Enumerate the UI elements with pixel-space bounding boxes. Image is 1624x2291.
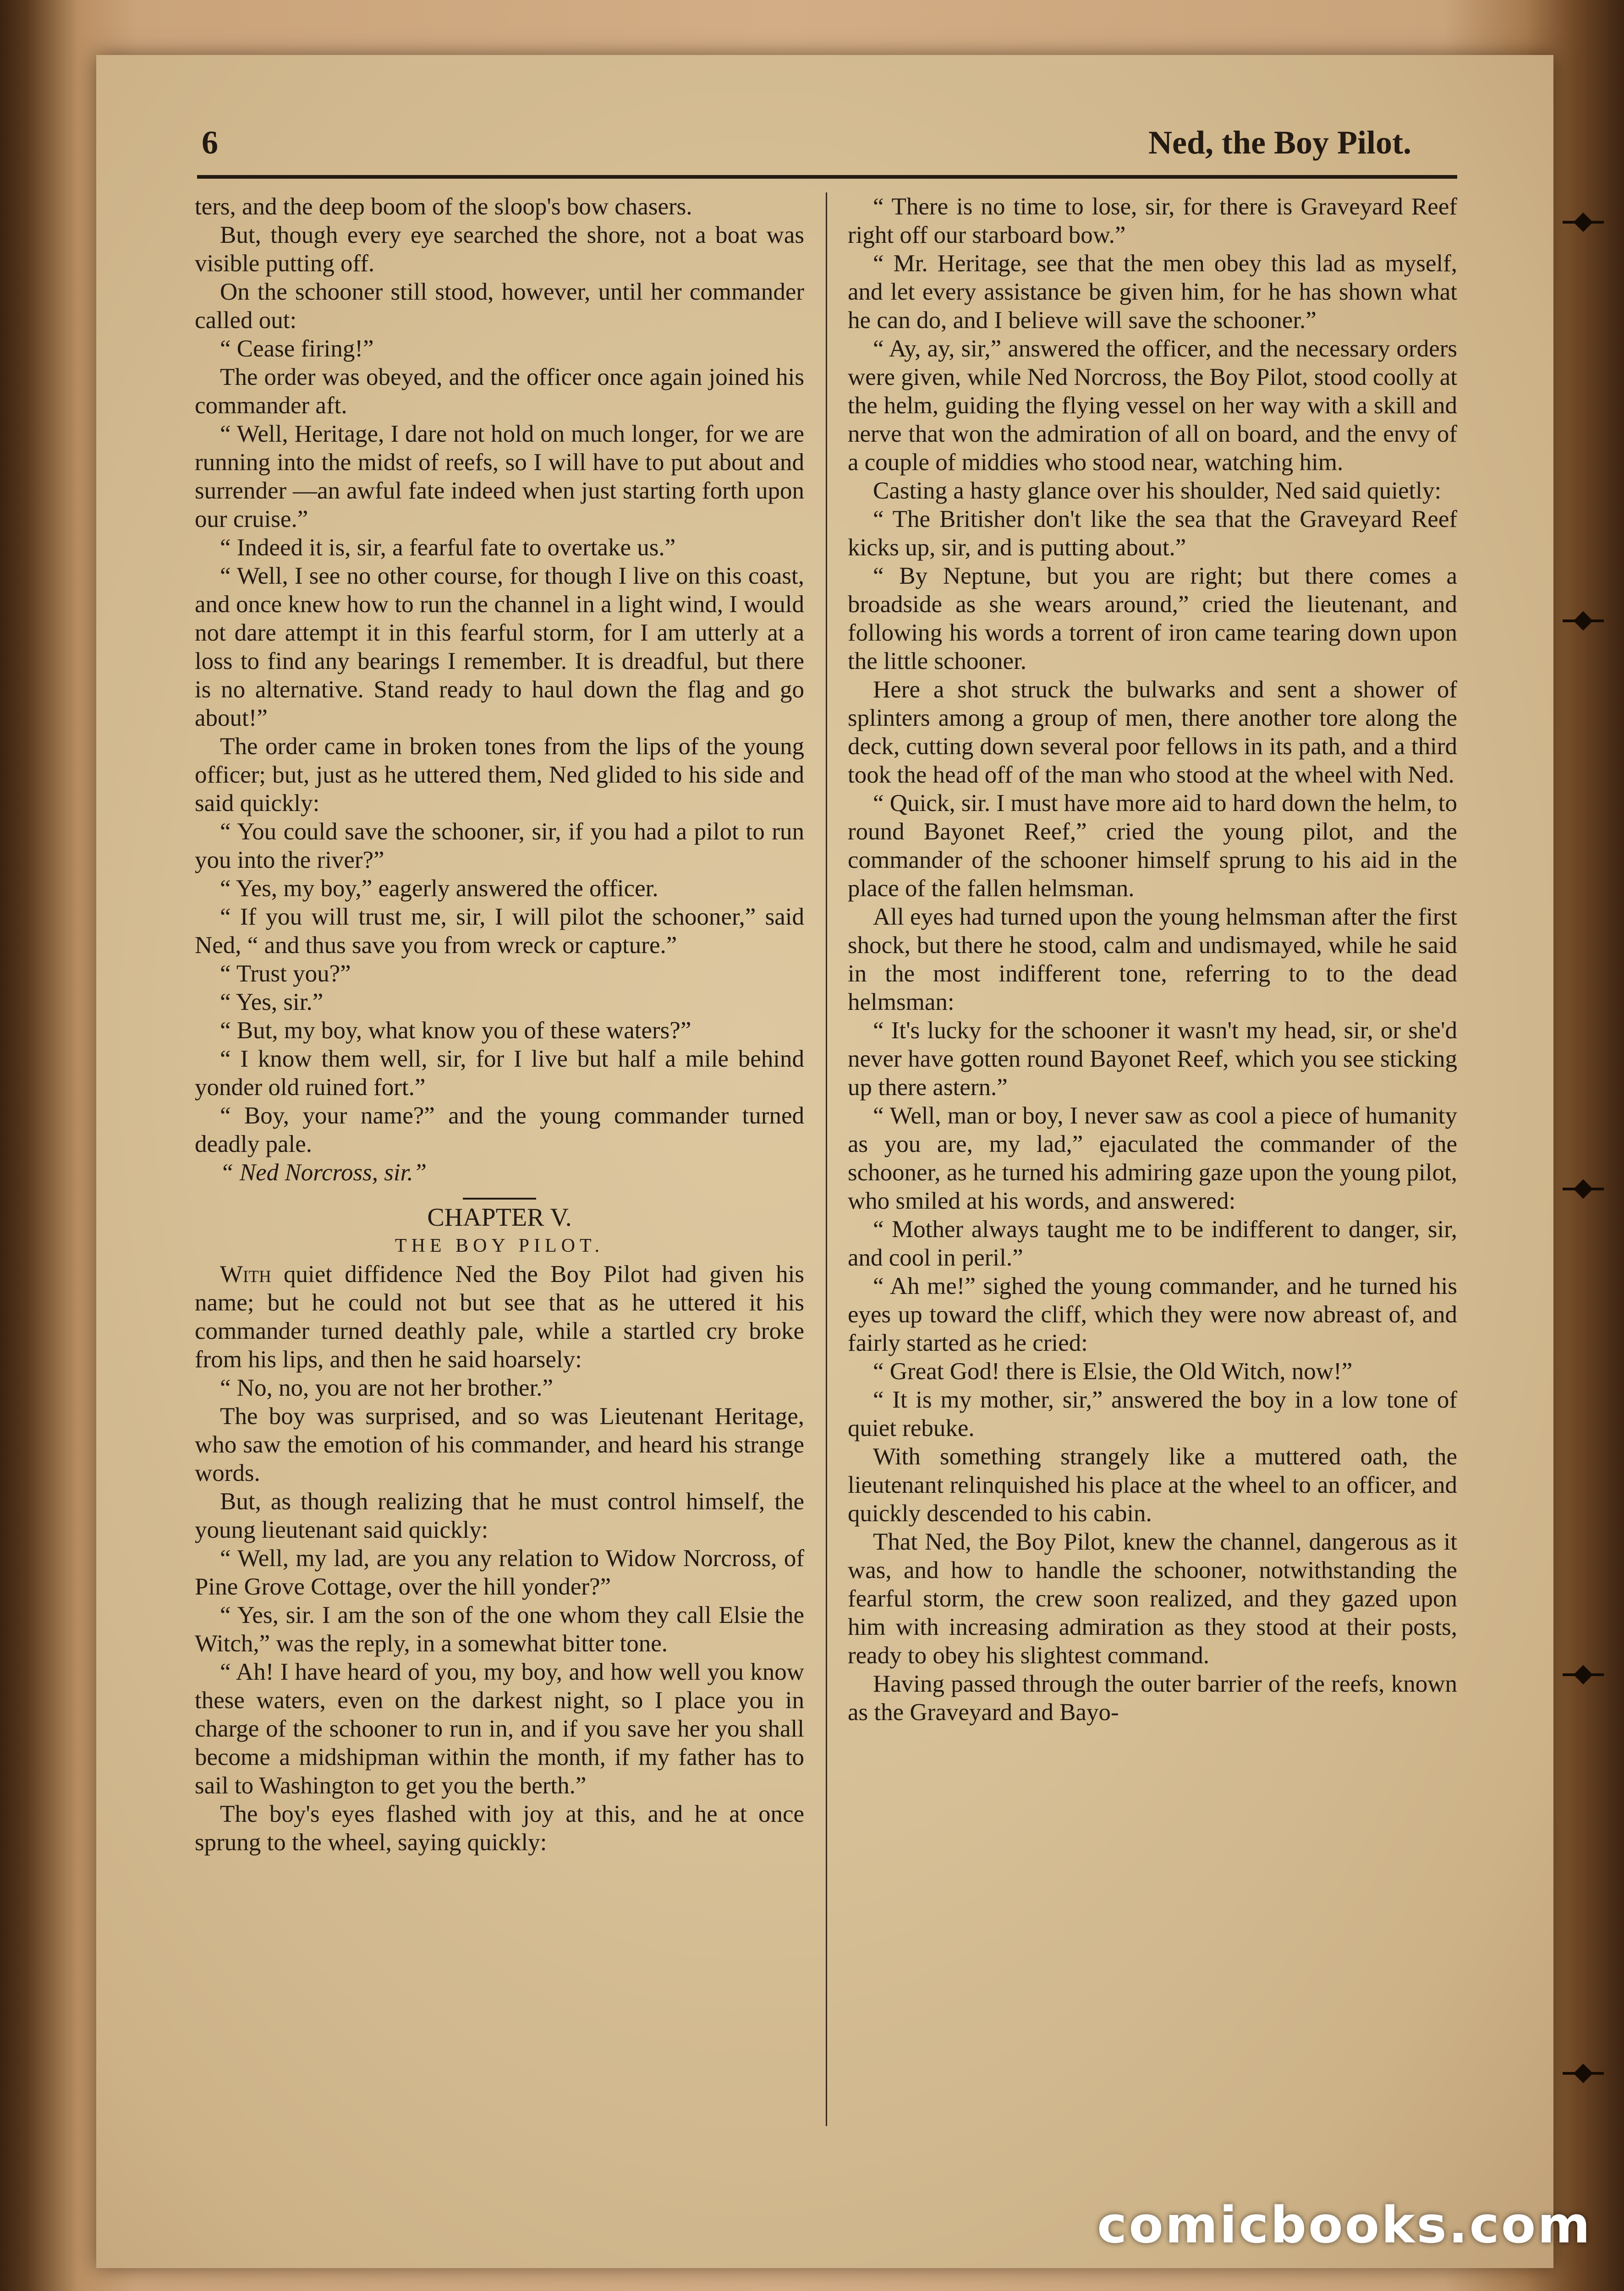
paragraph: “ Well, man or boy, I never saw as cool a piece of humanity as you are, my lad,” ejaculated the commander of the schooner, as he turned his admiring gaze upon the young pilot, who smiled at his words, and answered: <box>848 1102 1457 1214</box>
chapter-rule <box>463 1198 536 1200</box>
paragraph: The boy was surprised, and so was Lieutenant Heritage, who saw the emotion of his commander, and heard his strange words. <box>195 1403 804 1486</box>
paragraph: “ Ah me!” sighed the young commander, and he turned his eyes up toward the cliff, which they were now abreast of, and fairly started as he cried: <box>848 1273 1457 1356</box>
paragraph: “ Trust you?” <box>220 960 351 987</box>
paragraph: “ There is no time to lose, sir, for there is Graveyard Reef right off our starboard bow.” <box>848 193 1457 248</box>
binding-stitch-icon <box>1563 614 1604 628</box>
opening-text: quiet diffidence Ned the Boy Pilot had given his name; but he could not but see that as he uttered it his commander turned deathly pale, while a startled cry broke from his lips, and then he said hoarsely: <box>195 1261 804 1373</box>
drop-word: With <box>220 1261 271 1288</box>
header-rule <box>197 175 1457 179</box>
paragraph: “ Well, I see no other course, for though I live on this coast, and once knew how to run the channel in a light wind, I would not dare attempt it in this fearful storm, for I am utterly at a loss to find any bearings I remember. It is dreadful, but there is no alternative. Stand ready to haul down the flag and go about!” <box>195 563 804 731</box>
binding-stitch-icon <box>1563 1668 1604 1682</box>
paragraph: But, though every eye searched the shore, not a boat was visible putting off. <box>195 222 804 277</box>
paragraph: Having passed through the outer barrier of the reefs, known as the Graveyard and Bayo- <box>848 1671 1457 1726</box>
paragraph: “ No, no, you are not her brother.” <box>220 1375 554 1401</box>
paragraph: With something strangely like a muttered oath, the lieutenant relinquished his place at the wheel to an officer, and quickly descended to his cabin. <box>848 1443 1457 1527</box>
paragraph: “ Ned Norcross, sir.” <box>220 1159 427 1186</box>
paragraph: The boy's eyes flashed with joy at this, and he at once sprung to the wheel, saying quickly: <box>195 1801 804 1856</box>
paragraph: On the schooner still stood, however, until her commander called out: <box>195 279 804 334</box>
binding-stitch-icon <box>1563 215 1604 229</box>
paragraph: “ Mr. Heritage, see that the men obey this lad as myself, and let every assistance be given him, for he has shown what he can do, and I believe will save the schooner.” <box>848 250 1457 334</box>
paragraph: Here a shot struck the bulwarks and sent a shower of splinters among a group of men, there another tore along the deck, cutting down several poor fellows in its path, and a third took the head off of the man who stood at the wheel with Ned. <box>848 676 1457 788</box>
paragraph: ters, and the deep boom of the sloop's bow chasers. <box>195 193 692 220</box>
paragraph: The order came in broken tones from the lips of the young officer; but, just as he uttered them, Ned glided to his side and said quickly: <box>195 733 804 817</box>
binding-stitch-icon <box>1563 1182 1604 1196</box>
chapter-title: CHAPTER V. <box>427 1203 572 1232</box>
chapter-opening-paragraph <box>195 1260 804 1374</box>
paragraph: “ You could save the schooner, sir, if you had a pilot to run you into the river?” <box>195 818 804 873</box>
paragraph: “ Cease firing!” <box>220 335 374 362</box>
column-divider <box>826 192 827 2126</box>
paragraph: “ Quick, sir. I must have more aid to hard down the helm, to round Bayonet Reef,” cried the young pilot, and the commander of the schooner himself sprung to his aid in the place of the fallen helmsman. <box>848 790 1457 902</box>
paragraph: “ The Britisher don't like the sea that the Graveyard Reef kicks up, sir, and is putting about.” <box>848 506 1457 561</box>
paragraph: “ It's lucky for the schooner it wasn't my head, sir, or she'd never have gotten round Bayonet Reef, which you see sticking up there astern.” <box>848 1017 1457 1101</box>
paragraph: “ Yes, sir.” <box>220 989 324 1015</box>
paragraph: “ Great God! there is Elsie, the Old Witch, now!” <box>873 1358 1353 1385</box>
running-title: Ned, the Boy Pilot. <box>1148 124 1411 161</box>
paragraph: “ Mother always taught me to be indifferent to danger, sir, and cool in peril.” <box>848 1216 1457 1271</box>
right-column <box>848 192 1457 1726</box>
paragraph: “ If you will trust me, sir, I will pilot the schooner,” said Ned, “ and thus save you from wreck or capture.” <box>195 904 804 959</box>
paragraph: “ Ay, ay, sir,” answered the officer, and the necessary orders were given, while Ned Norcross, the Boy Pilot, stood coolly at the helm, guiding the flying vessel on her way with a skill and nerve that won the admiration of all on board, and the envy of a couple of middies who stood near, watching him. <box>848 335 1457 476</box>
paragraph: “ By Neptune, but you are right; but there comes a broadside as she wears around,” cried the lieutenant, and following his words a torrent of iron came tearing down upon the little schooner. <box>848 563 1457 674</box>
chapter-subtitle: THE BOY PILOT. <box>395 1235 604 1256</box>
paragraph: But, as though realizing that he must control himself, the young lieutenant said quickly: <box>195 1488 804 1543</box>
paragraph: “ Well, Heritage, I dare not hold on much longer, for we are running into the midst of reefs, so I will have to put about and surrender —an awful fate indeed when just starting forth upon our cruise.” <box>195 421 804 532</box>
paragraph: All eyes had turned upon the young helmsman after the first shock, but there he stood, calm and undismayed, while he said in the most indifferent tone, referring to to the dead helmsman: <box>848 904 1457 1015</box>
left-column <box>195 192 804 1857</box>
paragraph: Casting a hasty glance over his shoulder, Ned said quietly: <box>873 477 1442 504</box>
watermark: comicbooks.com <box>1097 2196 1592 2254</box>
paragraph: The order was obeyed, and the officer once again joined his commander aft. <box>195 364 804 419</box>
paragraph: “ But, my boy, what know you of these waters?” <box>220 1017 691 1044</box>
page-number: 6 <box>202 124 218 161</box>
paragraph: “ Yes, sir. I am the son of the one whom they call Elsie the Witch,” was the reply, in a somewhat bitter tone. <box>195 1602 804 1657</box>
binding-stitch-icon <box>1563 2066 1604 2080</box>
paragraph: “ I know them well, sir, for I live but half a mile behind yonder old ruined fort.” <box>195 1046 804 1101</box>
page-header <box>202 124 1448 174</box>
paragraph: That Ned, the Boy Pilot, knew the channel, dangerous as it was, and how to handle the schooner, notwithstanding the fearful storm, the crew soon realized, and they gazed upon him with increasing admiration as they stood at their posts, ready to obey his slightest command. <box>848 1529 1457 1669</box>
paragraph: “ Yes, my boy,” eagerly answered the officer. <box>220 875 658 902</box>
paragraph: “ Well, my lad, are you any relation to Widow Norcross, of Pine Grove Cottage, over the hill yonder?” <box>195 1545 804 1600</box>
paragraph: “ It is my mother, sir,” answered the boy in a low tone of quiet rebuke. <box>848 1387 1457 1441</box>
book-page <box>96 55 1553 2268</box>
paragraph: “ Ah! I have heard of you, my boy, and how well you know these waters, even on the darkest night, so I place you in charge of the schooner to run in, and if you save her you shall become a midshipman within the month, if my father has to sail to Washington to get you the berth.” <box>195 1659 804 1799</box>
paragraph: “ Indeed it is, sir, a fearful fate to overtake us.” <box>220 534 676 561</box>
paragraph: “ Boy, your name?” and the young commander turned deadly pale. <box>195 1102 804 1157</box>
